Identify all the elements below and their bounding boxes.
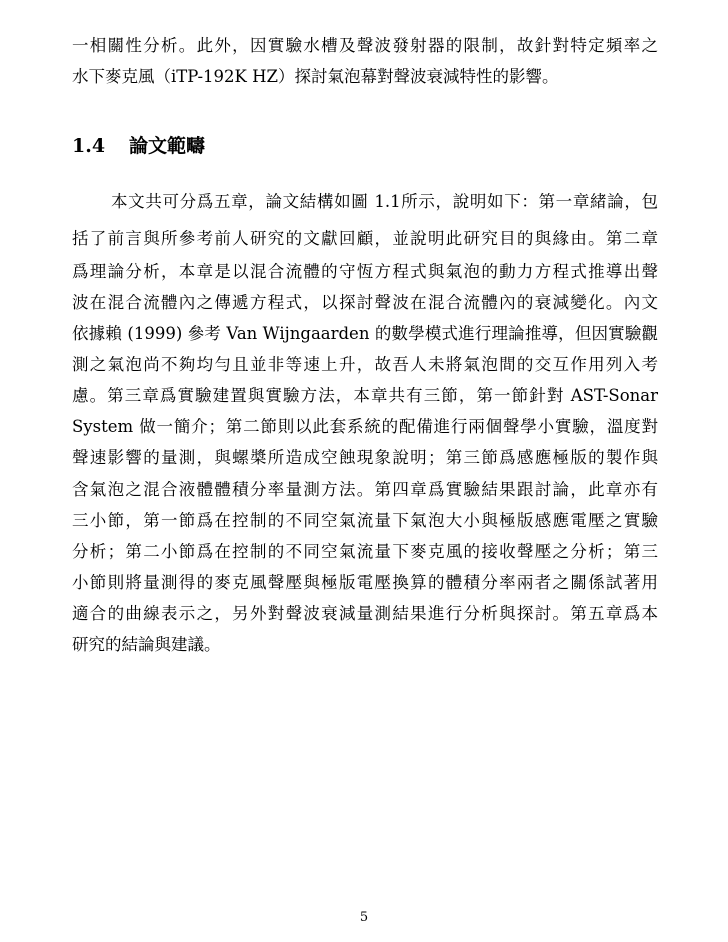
paragraph-2-line-2: 括了前言與所參考前人研究的文獻回顧，並說明此研究目的與緣由。第二章 — [72, 229, 658, 248]
paragraph-2-line-6: 測之氣泡尚不夠均勻且並非等速上升，故吾人未將氣泡間的交互作用列入考 — [72, 355, 658, 374]
paragraph-2-line-15: 研究的結論與建議。 — [72, 635, 221, 654]
paragraph-2-line-1: 本文共可分爲五章，論文結構如圖 1.1所示，說明如下：第一章緒論，包 — [111, 192, 658, 211]
paragraph-1-line-2: 水下麥克風（iTP-192K HZ）探討氣泡幕對聲波衰減特性的影響。 — [72, 67, 559, 86]
paragraph-2-line-9: 聲速影響的量測，與螺槳所造成空蝕現象說明；第三節爲感應極版的製作與 — [72, 448, 658, 467]
paragraph-2-line-11: 三小節，第一節爲在控制的不同空氣流量下氣泡大小與極版感應電壓之實驗 — [72, 511, 658, 530]
paragraph-2-line-7: 慮。第三章爲實驗建置與實驗方法，本章共有三節，第一節針對 AST-Sonar — [72, 386, 658, 405]
paragraph-2-line-5: 依據賴 (1999) 參考 Van Wijngaarden 的數學模式進行理論推導，但因實驗觀 — [72, 324, 658, 343]
paragraph-2-line-4: 波在混合流體內之傳遞方程式，以探討聲波在混合流體內的衰減變化。內文 — [72, 293, 658, 312]
section-number: 1.4 — [72, 135, 106, 157]
section-title: 論文範疇 — [129, 135, 206, 157]
page-number: 5 — [359, 910, 369, 925]
section-heading — [72, 134, 205, 158]
paragraph-2-line-13: 小節則將量測得的麥克風聲壓與極版電壓換算的體積分率兩者之關係試著用 — [72, 573, 658, 592]
paragraph-2-line-8: System 做一簡介；第二節則以此套系統的配備進行兩個聲學小實驗，溫度對 — [72, 417, 658, 436]
paragraph-2-line-12: 分析；第二小節爲在控制的不同空氣流量下麥克風的接收聲壓之分析；第三 — [72, 542, 658, 561]
paragraph-2-line-14: 適合的曲線表示之，另外對聲波衰減量測結果進行分析與探討。第五章爲本 — [72, 604, 658, 623]
paragraph-2-line-10: 含氣泡之混合液體體積分率量測方法。第四章爲實驗結果跟討論，此章亦有 — [72, 480, 658, 499]
paragraph-2-line-3: 爲理論分析，本章是以混合流體的守恆方程式與氣泡的動力方程式推導出聲 — [72, 262, 658, 281]
paragraph-1-line-1: 一相關性分析。此外，因實驗水槽及聲波發射器的限制，故針對特定頻率之 — [72, 36, 658, 55]
